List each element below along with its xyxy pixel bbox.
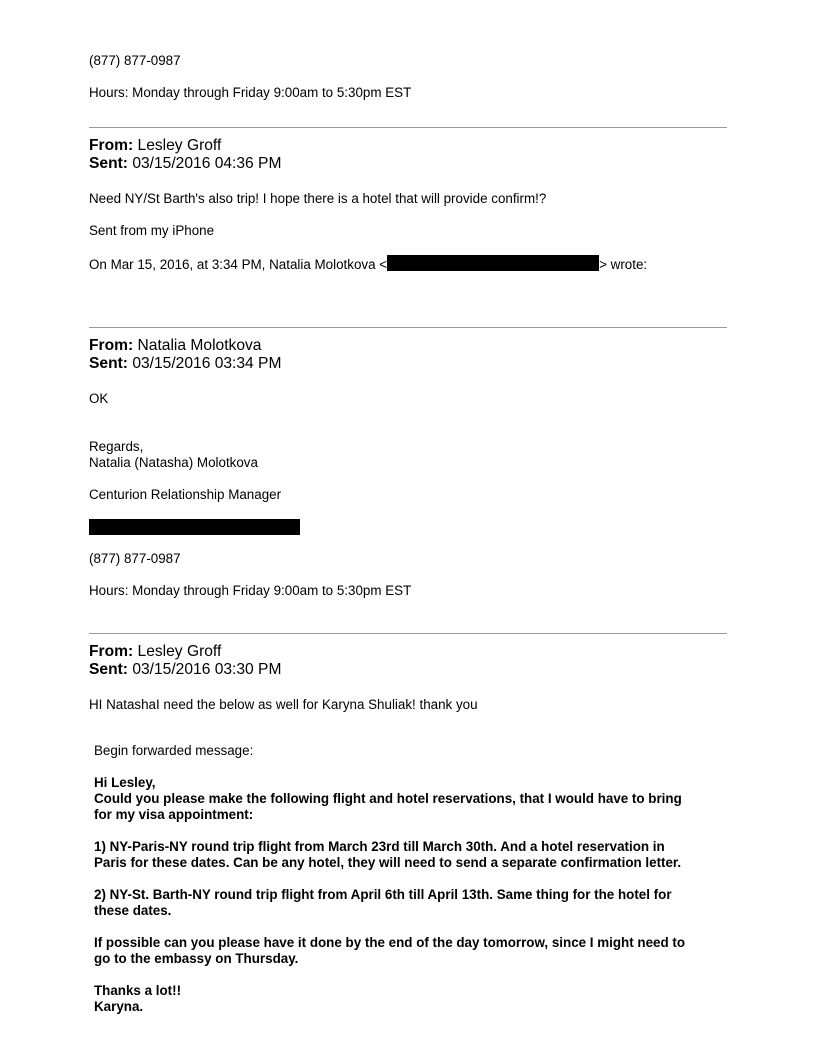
sent-value: 03/15/2016 03:30 PM [132, 661, 282, 678]
sender-title: Centurion Relationship Manager [89, 487, 282, 502]
from-line [89, 643, 221, 661]
forwarded-line: go to the embassy on Thursday. [94, 951, 299, 966]
from-label: From: [89, 337, 134, 354]
from-value: Lesley Groff [137, 137, 222, 154]
divider [89, 327, 727, 328]
forwarded-line: Could you please make the following flight and hotel reservations, that I would have to bring [94, 791, 682, 806]
forwarded-line: these dates. [94, 903, 172, 918]
divider [89, 127, 727, 128]
sender-name: Natalia (Natasha) Molotkova [89, 455, 258, 470]
forwarded-thanks: Thanks a lot!! [94, 983, 182, 998]
hours-text: Hours: Monday through Friday 9:00am to 5:30pm EST [89, 85, 412, 100]
from-label: From: [89, 643, 134, 660]
forwarded-line: 2) NY-St. Barth-NY round trip flight from April 6th till April 13th. Same thing for the hotel for [94, 887, 672, 902]
forwarded-line: for my visa appointment: [94, 807, 254, 822]
forwarded-signature: Karyna. [94, 999, 144, 1014]
sent-label: Sent: [89, 661, 128, 678]
signature-text: Sent from my iPhone [89, 223, 215, 238]
sent-line [89, 155, 281, 173]
email-body: OK [89, 391, 109, 406]
sent-value: 03/15/2016 04:36 PM [132, 155, 282, 172]
quote-prefix: On Mar 15, 2016, at 3:34 PM, Natalia Molotkova < [89, 257, 388, 272]
redaction-bar [387, 255, 599, 271]
sent-line [89, 355, 281, 373]
forwarded-greeting: Hi Lesley, [94, 775, 156, 790]
from-line [89, 137, 221, 155]
forwarded-line: Paris for these dates. Can be any hotel, they will need to send a separate confirmation letter. [94, 855, 682, 870]
sent-value: 03/15/2016 03:34 PM [132, 355, 282, 372]
redaction-bar [89, 519, 300, 535]
from-value: Lesley Groff [137, 643, 222, 660]
email-body: Need NY/St Barth's also trip! I hope there is a hotel that will provide confirm!? [89, 191, 547, 206]
sent-line [89, 661, 281, 679]
sent-label: Sent: [89, 355, 128, 372]
forwarded-line: If possible can you please have it done by the end of the day tomorrow, since I might need to [94, 935, 686, 950]
quote-attribution [89, 255, 647, 273]
from-label: From: [89, 137, 134, 154]
phone-text: (877) 877-0987 [89, 551, 181, 566]
regards-text: Regards, [89, 439, 144, 454]
email-body: HI NatashaI need the below as well for Karyna Shuliak! thank you [89, 697, 478, 712]
phone-text: (877) 877-0987 [89, 53, 181, 68]
sent-label: Sent: [89, 155, 128, 172]
from-value: Natalia Molotkova [137, 337, 262, 354]
forwarded-header: Begin forwarded message: [94, 743, 254, 758]
forwarded-line: 1) NY-Paris-NY round trip flight from March 23rd till March 30th. And a hotel reservation in [94, 839, 665, 854]
quote-suffix: > wrote: [599, 257, 648, 272]
from-line [89, 337, 261, 355]
hours-text: Hours: Monday through Friday 9:00am to 5:30pm EST [89, 583, 412, 598]
divider [89, 633, 727, 634]
